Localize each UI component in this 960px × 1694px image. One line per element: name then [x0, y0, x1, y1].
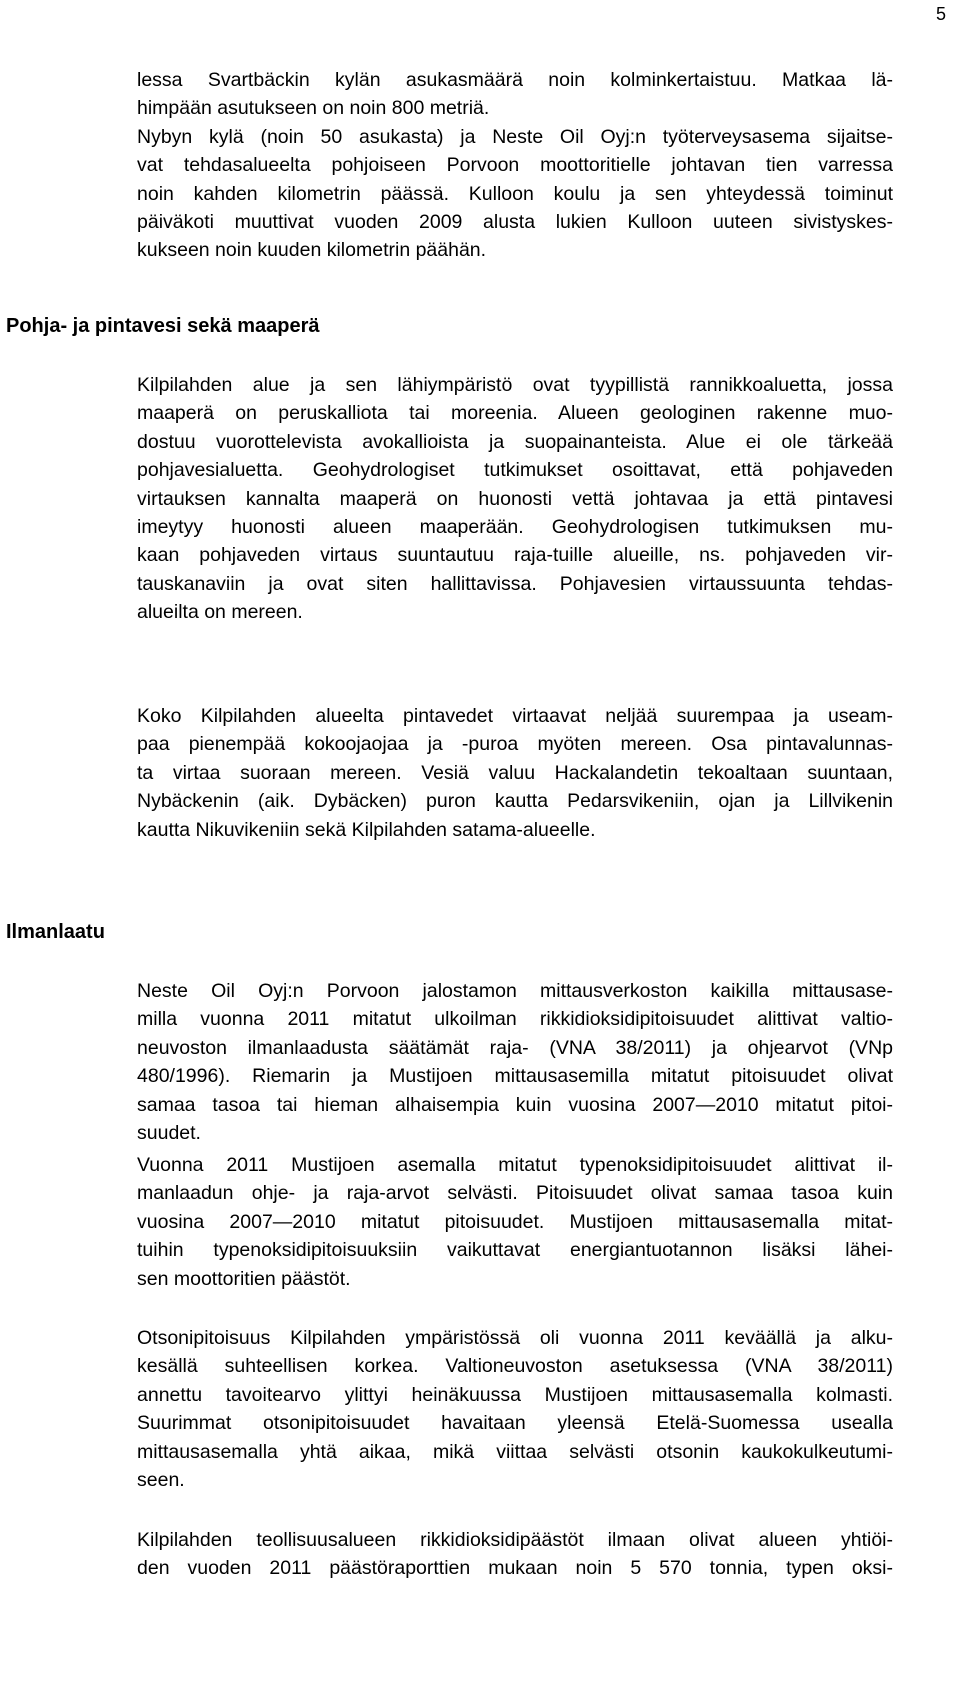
intro-paragraph: [137, 66, 893, 265]
text-line: virtauksen kannalta maaperä on huonosti vettä johtavaa ja että pintavesi: [137, 487, 893, 510]
text-line: Kilpilahden teollisuusalueen rikkidioksidipäästöt ilmaan olivat alueen yhtiöi-: [137, 1529, 893, 1551]
text-line: kesällä suhteellisen korkea. Valtioneuvoston asetuksessa (VNA 38/2011): [137, 1355, 893, 1378]
text-line: imeytyy huonosti alueen maaperään. Geohydrologisen tutkimuksen mu-: [137, 515, 893, 538]
groundwater-paragraph-2: [137, 702, 893, 844]
text-line: himpään asutukseen on noin 800 metriä.: [137, 97, 490, 120]
text-line: alueilta on mereen.: [137, 601, 303, 624]
text-line: ta virtaa suoraan mereen. Vesiä valuu Hackalandetin tekoaltaan suuntaan,: [137, 761, 893, 784]
text-line: 480/1996). Riemarin ja Mustijoen mittausasemilla mitatut pitoisuudet olivat: [137, 1065, 893, 1088]
air-quality-paragraph-4: [137, 1526, 893, 1583]
text-line: Vuonna 2011 Mustijoen asemalla mitatut typenoksidipitoisuudet alittivat il-: [137, 1154, 893, 1176]
text-line: kukseen noin kuuden kilometrin päähän.: [137, 239, 487, 262]
text-line: annettu tavoitearvo ylittyi heinäkuussa Mustijoen mittausasemalla kolmasti.: [137, 1383, 893, 1406]
text-line: Nybyn kylä (noin 50 asukasta) ja Neste Oil Oyj:n työterveysasema sijaitse-: [137, 125, 893, 148]
text-line: kautta Nikuvikeniin sekä Kilpilahden satama-alueelle.: [137, 818, 596, 841]
text-line: neuvoston ilmanlaadusta säätämät raja- (VNA 38/2011) ja ohjearvot (VNp: [137, 1036, 893, 1059]
section-heading-air-quality: Ilmanlaatu: [6, 921, 105, 943]
text-line: milla vuonna 2011 mitatut ulkoilman rikkidioksidipitoisuudet alittivat valtio-: [137, 1008, 893, 1031]
text-line: Suurimmat otsonipitoisuudet havaitaan yleensä Etelä-Suomessa usealla: [137, 1412, 893, 1435]
text-line: Kilpilahden alue ja sen lähiympäristö ovat tyypillistä rannikkoaluetta, jossa: [137, 374, 893, 396]
text-line: den vuoden 2011 päästöraporttien mukaan noin 5 570 tonnia, typen oksi-: [137, 1557, 893, 1580]
text-line: suudet.: [137, 1121, 201, 1144]
text-line: tauskanaviin ja ovat siten hallittavissa. Pohjavesien virtaussuunta tehdas-: [137, 572, 893, 595]
air-quality-paragraph-1: [137, 977, 893, 1147]
text-line: Neste Oil Oyj:n Porvoon jalostamon mittausverkoston kaikilla mittausase-: [137, 980, 893, 1002]
text-line: sen moottoritien päästöt.: [137, 1267, 351, 1290]
text-line: noin kahden kilometrin päässä. Kulloon koulu ja sen yhteydessä toiminut: [137, 182, 893, 205]
text-line: seen.: [137, 1468, 185, 1491]
text-line: vuosina 2007—2010 mitatut pitoisuudet. Mustijoen mittausasemalla mitat-: [137, 1210, 893, 1233]
text-line: Otsonipitoisuus Kilpilahden ympäristössä oli vuonna 2011 keväällä ja alku-: [137, 1327, 893, 1349]
air-quality-paragraph-3: [137, 1324, 893, 1494]
text-line: Nybäckenin (aik. Dybäcken) puron kautta Pedarsvikeniin, ojan ja Lillvikenin: [137, 790, 893, 813]
section-heading-groundwater: Pohja- ja pintavesi sekä maaperä: [6, 315, 320, 337]
text-line: pohjavesialuetta. Geohydrologiset tutkimukset osoittavat, että pohjaveden: [137, 459, 893, 482]
text-line: tuihin typenoksidipitoisuuksiin vaikuttavat energiantuotannon lisäksi lähei-: [137, 1239, 893, 1262]
text-line: manlaadun ohje- ja raja-arvot selvästi. Pitoisuudet olivat samaa tasoa kuin: [137, 1182, 893, 1205]
text-line: maaperä on peruskalliota tai moreenia. Alueen geologinen rakenne muo-: [137, 402, 893, 425]
text-line: Koko Kilpilahden alueelta pintavedet virtaavat neljää suurempaa ja useam-: [137, 705, 893, 727]
text-line: lessa Svartbäckin kylän asukasmäärä noin kolminkertaistuu. Matkaa lä-: [137, 69, 893, 91]
groundwater-paragraph-1: [137, 371, 893, 627]
text-line: kaan pohjaveden virtaus suuntautuu raja-tuille alueille, ns. pohjaveden vir-: [137, 544, 893, 567]
text-line: mittausasemalla yhtä aikaa, mikä viittaa selvästi otsonin kaukokulkeutumi-: [137, 1440, 893, 1463]
text-line: päiväkoti muuttivat vuoden 2009 alusta lukien Kulloon uuteen sivistyskes-: [137, 210, 893, 233]
text-line: dostuu vuorottelevista avokallioista ja suopainanteista. Alue ei ole tärkeää: [137, 430, 893, 453]
page-number: 5: [935, 4, 946, 24]
text-line: samaa tasoa tai hieman alhaisempia kuin vuosina 2007—2010 mitatut pitoi-: [137, 1093, 893, 1116]
text-line: vat tehdasalueelta pohjoiseen Porvoon moottoritielle johtavan tien varressa: [137, 154, 893, 177]
air-quality-paragraph-2: [137, 1151, 893, 1293]
text-line: paa pienempää kokoojaojaa ja -puroa myöten mereen. Osa pintavalunnas-: [137, 733, 893, 756]
